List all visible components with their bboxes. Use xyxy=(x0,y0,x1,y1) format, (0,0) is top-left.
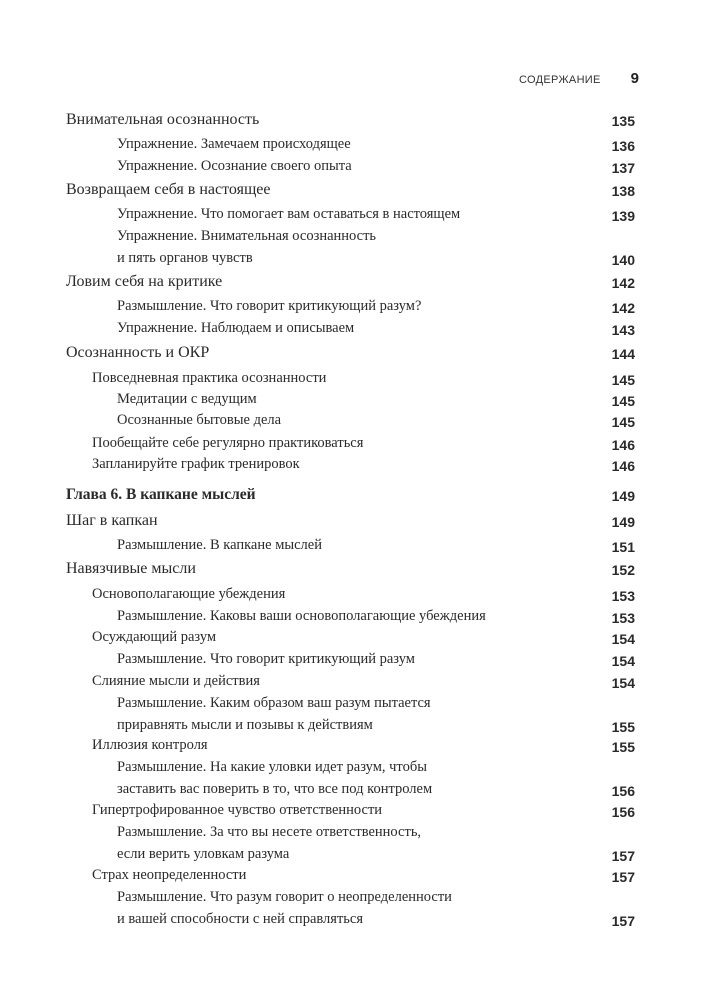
toc-entry-title: Размышление. Каковы ваши основополагающие убеждения xyxy=(117,608,486,624)
running-title: СОДЕРЖАНИЕ xyxy=(518,74,601,86)
toc-entry-title: и вашей способности с ней справляться xyxy=(117,911,363,927)
toc-entry-title: Иллюзия контроля xyxy=(92,737,208,753)
toc-entry-page: 142 xyxy=(611,300,635,316)
toc-entry-page: 146 xyxy=(611,437,635,453)
toc-entry-page: 146 xyxy=(611,458,635,474)
toc-entry-title: если верить уловкам разума xyxy=(117,846,290,862)
toc-entry-title: Размышление. За что вы несете ответственность, xyxy=(117,824,422,840)
page-header xyxy=(519,70,639,87)
toc-entry-title: Страх неопределенности xyxy=(92,867,247,883)
toc-entry-title: Гипертрофированное чувство ответственности xyxy=(92,802,383,818)
toc-entry-title: Размышление. Что говорит критикующий разум? xyxy=(117,298,422,314)
toc-entry-page: 155 xyxy=(611,719,635,735)
toc-entry-page: 151 xyxy=(611,539,635,555)
toc-entry-page: 140 xyxy=(611,252,635,268)
toc-entry-page: 157 xyxy=(611,869,635,885)
toc-entry-title: Повседневная практика осознанности xyxy=(92,370,327,386)
toc-entry-title: Размышление. Что разум говорит о неопределенности xyxy=(117,889,452,905)
toc-entry-title: Упражнение. Наблюдаем и описываем xyxy=(117,320,355,336)
toc-entry-page: 138 xyxy=(611,183,635,199)
toc-entry-page: 145 xyxy=(611,393,635,409)
toc-entry-page: 154 xyxy=(611,631,635,647)
toc-entry-title: приравнять мысли и позывы к действиям xyxy=(117,717,373,733)
toc-entry-page: 154 xyxy=(611,653,635,669)
toc-entry-title: Осознанность и ОКР xyxy=(66,344,210,361)
toc-entry-title: Упражнение. Замечаем происходящее xyxy=(117,136,351,152)
toc-entry-title: заставить вас поверить в то, что все под контролем xyxy=(117,781,433,797)
toc-entry-page: 153 xyxy=(611,610,635,626)
toc-entry-title: Упражнение. Осознание своего опыта xyxy=(117,158,352,174)
toc-entry-title: Пообещайте себе регулярно практиковаться xyxy=(92,435,364,451)
toc-entry-title: Осуждающий разум xyxy=(92,629,217,645)
toc-entry-page: 145 xyxy=(611,372,635,388)
toc-entry-page: 149 xyxy=(611,514,635,530)
toc-entry-page: 139 xyxy=(611,208,635,224)
toc-entry-title: Размышление. В капкане мыслей xyxy=(117,537,322,553)
toc-entry-page: 154 xyxy=(611,675,635,691)
toc-entry-title: Навязчивые мысли xyxy=(66,560,196,577)
toc-entry-page: 153 xyxy=(611,588,635,604)
toc-entry-title: Размышление. Каким образом ваш разум пытается xyxy=(117,695,431,711)
toc-entry-page: 155 xyxy=(611,739,635,755)
toc-entry-page: 144 xyxy=(611,346,635,362)
toc-entry-page: 156 xyxy=(611,804,635,820)
toc-entry-page: 145 xyxy=(611,414,635,430)
toc-entry-page: 136 xyxy=(611,138,635,154)
toc-entry-title: и пять органов чувств xyxy=(117,250,253,266)
toc-entry-title: Слияние мысли и действия xyxy=(92,673,260,689)
page-number: 9 xyxy=(630,70,639,87)
toc-entry-title: Глава 6. В капкане мыслей xyxy=(66,486,256,503)
toc-entry-title: Размышление. На какие уловки идет разум, чтобы xyxy=(117,759,427,775)
toc-entry-title: Медитации с ведущим xyxy=(117,391,257,407)
toc-entry-title: Основополагающие убеждения xyxy=(92,586,286,602)
toc-entry-page: 157 xyxy=(611,848,635,864)
toc-entry-title: Упражнение. Что помогает вам оставаться в настоящем xyxy=(117,206,461,222)
toc-entry-title: Размышление. Что говорит критикующий разум xyxy=(117,651,415,667)
toc-entry-title: Ловим себя на критике xyxy=(66,273,223,290)
toc-entry-page: 135 xyxy=(611,113,635,129)
toc-entry-page: 142 xyxy=(611,275,635,291)
toc-entry-title: Шаг в капкан xyxy=(66,512,158,529)
toc-entry-page: 157 xyxy=(611,913,635,929)
toc-entry-page: 156 xyxy=(611,783,635,799)
toc-entry-title: Запланируйте график тренировок xyxy=(92,456,300,472)
toc-entry-page: 149 xyxy=(611,488,635,504)
toc-entry-title: Осознанные бытовые дела xyxy=(117,412,282,428)
toc-entry-title: Возвращаем себя в настоящее xyxy=(66,181,271,198)
toc-entry-title: Внимательная осознанность xyxy=(66,111,260,128)
toc-entry-page: 152 xyxy=(611,562,635,578)
toc-entry-page: 143 xyxy=(611,322,635,338)
toc-entry-page: 137 xyxy=(611,160,635,176)
toc-entry-title: Упражнение. Внимательная осознанность xyxy=(117,228,377,244)
